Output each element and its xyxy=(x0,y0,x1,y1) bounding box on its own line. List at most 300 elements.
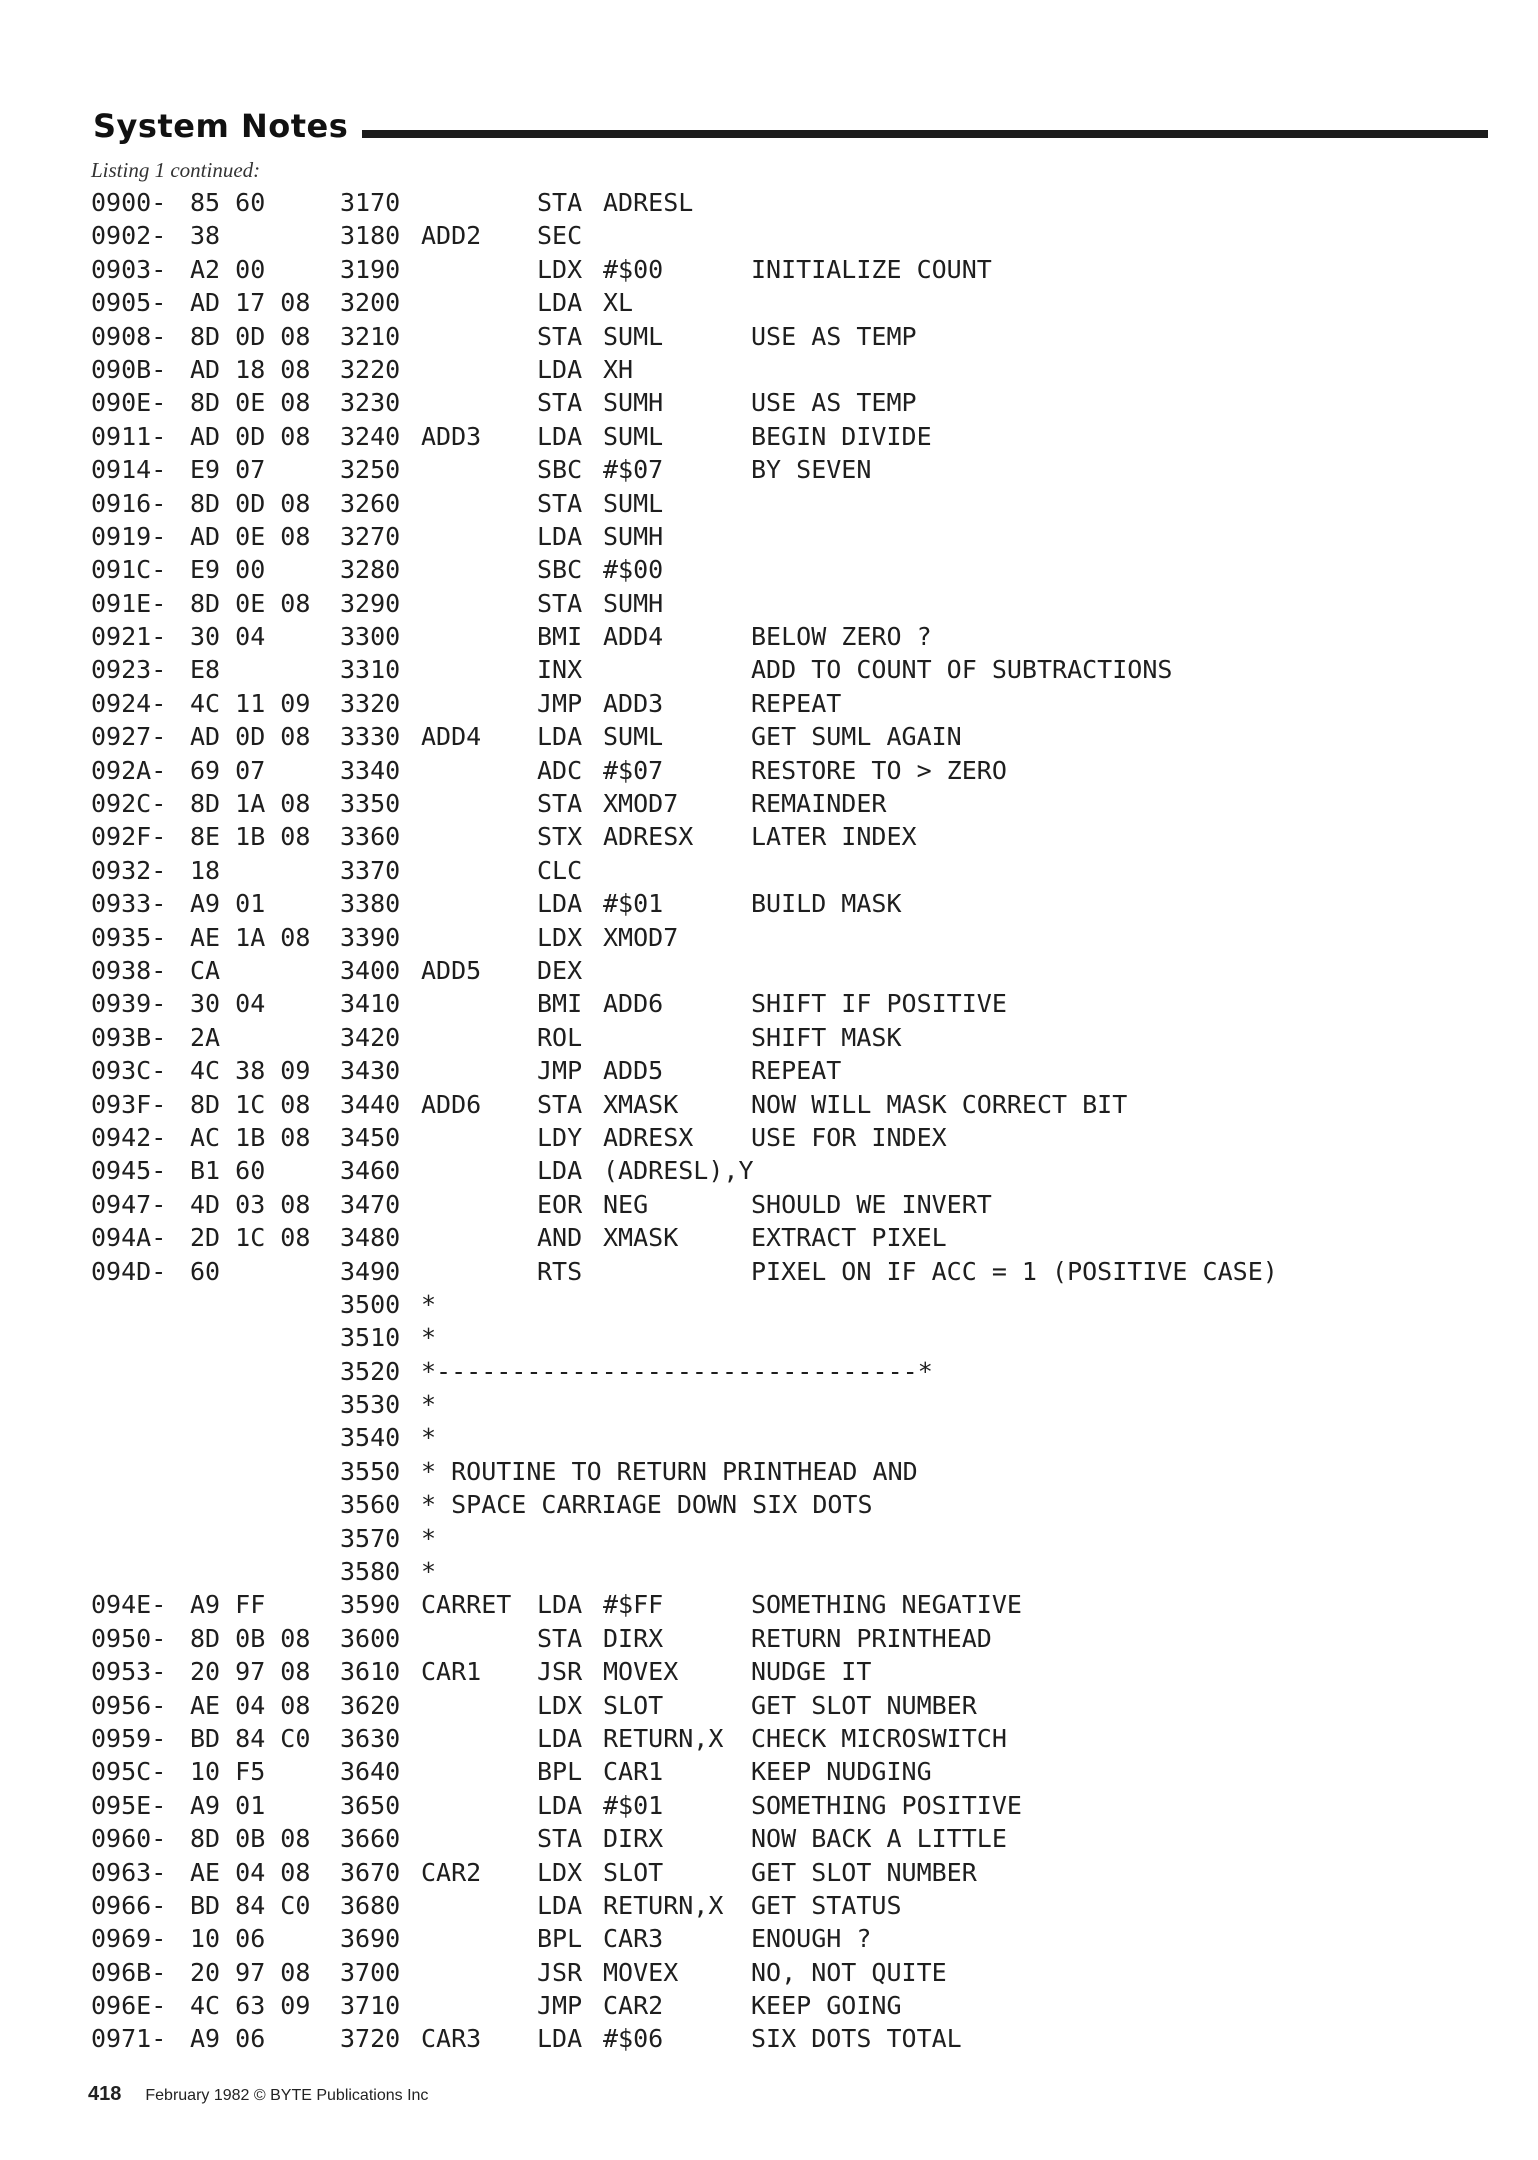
opcode: LDA xyxy=(537,722,583,752)
listing-row xyxy=(0,954,1538,987)
object-code: AD 17 08 xyxy=(190,288,311,318)
operand: ADRESX xyxy=(603,1122,694,1152)
address: 0921- xyxy=(91,622,167,652)
operand: CAR3 xyxy=(603,1924,664,1954)
operand: SUML xyxy=(603,321,664,351)
address: 0932- xyxy=(91,855,167,885)
address: 0939- xyxy=(91,989,167,1019)
address: 0905- xyxy=(91,288,167,318)
comment: BY SEVEN xyxy=(751,455,872,485)
opcode: JMP xyxy=(537,1056,583,1086)
line-number: 3250 xyxy=(340,455,401,485)
address: 0919- xyxy=(91,521,167,551)
comment: ENOUGH ? xyxy=(751,1924,872,1954)
line-number: 3230 xyxy=(340,388,401,418)
statement: * xyxy=(421,1323,437,1353)
listing-row xyxy=(0,1755,1538,1788)
line-number: 3170 xyxy=(340,188,401,217)
object-code: 20 97 08 xyxy=(190,1957,311,1987)
opcode: STA xyxy=(537,789,583,819)
address: 0942- xyxy=(91,1122,167,1152)
comment: ADD TO COUNT OF SUBTRACTIONS xyxy=(751,655,1173,685)
listing-row xyxy=(0,1088,1538,1121)
object-code: 2D 1C 08 xyxy=(190,1223,311,1253)
object-code: E8 xyxy=(190,655,221,685)
operand: RETURN,X xyxy=(603,1890,724,1920)
object-code: 60 xyxy=(190,1256,221,1286)
address: 0914- xyxy=(91,455,167,485)
comment: SOMETHING POSITIVE xyxy=(751,1790,1022,1820)
opcode: SBC xyxy=(537,455,583,485)
operand: #$00 xyxy=(603,254,664,284)
operand: RETURN,X xyxy=(603,1723,724,1753)
opcode: LDA xyxy=(537,521,583,551)
opcode: SBC xyxy=(537,555,583,585)
listing-row xyxy=(0,620,1538,653)
operand: SUML xyxy=(603,722,664,752)
comment: BELOW ZERO ? xyxy=(751,622,932,652)
object-code: 8D 0B 08 xyxy=(190,1623,311,1653)
listing-row xyxy=(0,1522,1538,1555)
operand: DIRX xyxy=(603,1824,664,1854)
comment: USE AS TEMP xyxy=(751,388,917,418)
listing-row xyxy=(0,186,1538,219)
address: 0963- xyxy=(91,1857,167,1887)
listing-row xyxy=(0,1622,1538,1655)
line-number: 3200 xyxy=(340,288,401,318)
comment: NO, NOT QUITE xyxy=(751,1957,947,1987)
listing-row xyxy=(0,253,1538,286)
line-number: 3600 xyxy=(340,1623,401,1653)
object-code: 8D 0E 08 xyxy=(190,388,311,418)
operand: ADD3 xyxy=(603,688,664,718)
address: 0960- xyxy=(91,1824,167,1854)
operand: ADD4 xyxy=(603,622,664,652)
address: 096B- xyxy=(91,1957,167,1987)
statement: *--------------------------------* xyxy=(421,1356,933,1386)
line-number: 3270 xyxy=(340,521,401,551)
line-number: 3710 xyxy=(340,1991,401,2021)
listing-row xyxy=(0,2022,1538,2055)
label: ADD2 xyxy=(421,221,482,251)
opcode: RTS xyxy=(537,1256,583,1286)
line-number: 3260 xyxy=(340,488,401,518)
label: ADD5 xyxy=(421,955,482,985)
listing-row xyxy=(0,687,1538,720)
operand: SLOT xyxy=(603,1690,664,1720)
statement: * SPACE CARRIAGE DOWN SIX DOTS xyxy=(421,1490,873,1520)
opcode: LDX xyxy=(537,922,583,952)
line-number: 3540 xyxy=(340,1423,401,1453)
listing-row xyxy=(0,1388,1538,1421)
operand: #$01 xyxy=(603,889,664,919)
address: 0903- xyxy=(91,254,167,284)
object-code: CA xyxy=(190,955,221,985)
object-code: 8D 1A 08 xyxy=(190,789,311,819)
label: CAR3 xyxy=(421,2024,482,2054)
comment: EXTRACT PIXEL xyxy=(751,1223,947,1253)
listing-row xyxy=(0,1188,1538,1221)
opcode: JMP xyxy=(537,688,583,718)
address: 0956- xyxy=(91,1690,167,1720)
object-code: 8D 0B 08 xyxy=(190,1824,311,1854)
object-code: 30 04 xyxy=(190,989,266,1019)
line-number: 3210 xyxy=(340,321,401,351)
opcode: BMI xyxy=(537,989,583,1019)
opcode: STX xyxy=(537,822,583,852)
opcode: STA xyxy=(537,1089,583,1119)
listing-row xyxy=(0,1689,1538,1722)
object-code: 69 07 xyxy=(190,755,266,785)
comment: INITIALIZE COUNT xyxy=(751,254,992,284)
line-number: 3580 xyxy=(340,1557,401,1587)
opcode: LDY xyxy=(537,1122,583,1152)
address: 0950- xyxy=(91,1623,167,1653)
label: ADD3 xyxy=(421,421,482,451)
line-number: 3460 xyxy=(340,1156,401,1186)
operand: (ADRESL),Y xyxy=(603,1156,754,1186)
opcode: DEX xyxy=(537,955,583,985)
address: 0953- xyxy=(91,1657,167,1687)
listing-row xyxy=(0,487,1538,520)
statement: * xyxy=(421,1523,437,1553)
comment: REPEAT xyxy=(751,688,842,718)
line-number: 3560 xyxy=(340,1490,401,1520)
opcode: AND xyxy=(537,1223,583,1253)
line-number: 3620 xyxy=(340,1690,401,1720)
address: 095E- xyxy=(91,1790,167,1820)
line-number: 3440 xyxy=(340,1089,401,1119)
opcode: LDA xyxy=(537,1723,583,1753)
listing-row xyxy=(0,386,1538,419)
line-number: 3390 xyxy=(340,922,401,952)
address: 094E- xyxy=(91,1590,167,1620)
operand: SUMH xyxy=(603,388,664,418)
label: CAR1 xyxy=(421,1657,482,1687)
listing-row xyxy=(0,1956,1538,1989)
listing-row xyxy=(0,987,1538,1020)
object-code: AD 0D 08 xyxy=(190,421,311,451)
address: 0933- xyxy=(91,889,167,919)
object-code: AD 18 08 xyxy=(190,354,311,384)
line-number: 3590 xyxy=(340,1590,401,1620)
object-code: 8D 0D 08 xyxy=(190,488,311,518)
line-number: 3530 xyxy=(340,1390,401,1420)
section-title: System Notes xyxy=(93,107,349,145)
operand: CAR2 xyxy=(603,1991,664,2021)
line-number: 3700 xyxy=(340,1957,401,1987)
publication-line: February 1982 © BYTE Publications Inc xyxy=(145,2087,429,2104)
line-number: 3610 xyxy=(340,1657,401,1687)
line-number: 3380 xyxy=(340,889,401,919)
object-code: 4C 63 09 xyxy=(190,1991,311,2021)
line-number: 3640 xyxy=(340,1757,401,1787)
listing-row xyxy=(0,653,1538,686)
address: 092F- xyxy=(91,822,167,852)
object-code: 30 04 xyxy=(190,622,266,652)
comment: SIX DOTS TOTAL xyxy=(751,2024,962,2054)
object-code: A9 01 xyxy=(190,1790,266,1820)
opcode: LDA xyxy=(537,1590,583,1620)
address: 0902- xyxy=(91,221,167,251)
comment: USE AS TEMP xyxy=(751,321,917,351)
object-code: AC 1B 08 xyxy=(190,1122,311,1152)
opcode: STA xyxy=(537,588,583,618)
listing-row xyxy=(0,353,1538,386)
operand: SUML xyxy=(603,421,664,451)
address: 090E- xyxy=(91,388,167,418)
opcode: LDA xyxy=(537,889,583,919)
object-code: 8D 0E 08 xyxy=(190,588,311,618)
object-code: 8E 1B 08 xyxy=(190,822,311,852)
operand: ADRESX xyxy=(603,822,694,852)
listing-row xyxy=(0,720,1538,753)
comment: GET SUML AGAIN xyxy=(751,722,962,752)
listing-row xyxy=(0,854,1538,887)
statement: * xyxy=(421,1423,437,1453)
address: 0923- xyxy=(91,655,167,685)
line-number: 3320 xyxy=(340,688,401,718)
header-rule xyxy=(362,130,1488,138)
operand: XL xyxy=(603,288,634,318)
label: CARRET xyxy=(421,1590,512,1620)
address: 0908- xyxy=(91,321,167,351)
line-number: 3360 xyxy=(340,822,401,852)
line-number: 3680 xyxy=(340,1890,401,1920)
line-number: 3180 xyxy=(340,221,401,251)
operand: #$01 xyxy=(603,1790,664,1820)
address: 0966- xyxy=(91,1890,167,1920)
opcode: LDA xyxy=(537,1790,583,1820)
opcode: STA xyxy=(537,1824,583,1854)
line-number: 3450 xyxy=(340,1122,401,1152)
label: ADD4 xyxy=(421,722,482,752)
comment: USE FOR INDEX xyxy=(751,1122,947,1152)
opcode: LDX xyxy=(537,1857,583,1887)
address: 094A- xyxy=(91,1223,167,1253)
opcode: STA xyxy=(537,388,583,418)
line-number: 3690 xyxy=(340,1924,401,1954)
comment: SHIFT IF POSITIVE xyxy=(751,989,1007,1019)
comment: KEEP NUDGING xyxy=(751,1757,932,1787)
listing-row xyxy=(0,1856,1538,1889)
comment: BUILD MASK xyxy=(751,889,902,919)
listing-row xyxy=(0,1121,1538,1154)
address: 0947- xyxy=(91,1189,167,1219)
operand: SUMH xyxy=(603,521,664,551)
address: 0916- xyxy=(91,488,167,518)
opcode: STA xyxy=(537,488,583,518)
address: 095C- xyxy=(91,1757,167,1787)
listing-row xyxy=(0,520,1538,553)
statement: * xyxy=(421,1557,437,1587)
line-number: 3240 xyxy=(340,421,401,451)
address: 0971- xyxy=(91,2024,167,2054)
listing-row xyxy=(0,1922,1538,1955)
comment: REPEAT xyxy=(751,1056,842,1086)
listing-row xyxy=(0,887,1538,920)
listing-row xyxy=(0,1555,1538,1588)
object-code: B1 60 xyxy=(190,1156,266,1186)
listing-row xyxy=(0,921,1538,954)
object-code: A9 FF xyxy=(190,1590,266,1620)
opcode: ADC xyxy=(537,755,583,785)
line-number: 3650 xyxy=(340,1790,401,1820)
opcode: LDA xyxy=(537,288,583,318)
comment: SHOULD WE INVERT xyxy=(751,1189,992,1219)
listing-row xyxy=(0,1989,1538,2022)
line-number: 3350 xyxy=(340,789,401,819)
address: 0927- xyxy=(91,722,167,752)
statement: * xyxy=(421,1390,437,1420)
object-code: E9 07 xyxy=(190,455,266,485)
operand: MOVEX xyxy=(603,1657,679,1687)
opcode: LDA xyxy=(537,1890,583,1920)
comment: NOW WILL MASK CORRECT BIT xyxy=(751,1089,1128,1119)
listing-row xyxy=(0,286,1538,319)
comment: GET SLOT NUMBER xyxy=(751,1857,977,1887)
comment: RETURN PRINTHEAD xyxy=(751,1623,992,1653)
listing-row xyxy=(0,1321,1538,1354)
line-number: 3430 xyxy=(340,1056,401,1086)
operand: NEG xyxy=(603,1189,649,1219)
operand: #$07 xyxy=(603,755,664,785)
object-code: A9 06 xyxy=(190,2024,266,2054)
opcode: BPL xyxy=(537,1924,583,1954)
object-code: 8D 1C 08 xyxy=(190,1089,311,1119)
line-number: 3310 xyxy=(340,655,401,685)
comment: NOW BACK A LITTLE xyxy=(751,1824,1007,1854)
operand: #$06 xyxy=(603,2024,664,2054)
opcode: BMI xyxy=(537,622,583,652)
object-code: 4C 11 09 xyxy=(190,688,311,718)
line-number: 3220 xyxy=(340,354,401,384)
object-code: 18 xyxy=(190,855,221,885)
listing-row xyxy=(0,1488,1538,1521)
line-number: 3520 xyxy=(340,1356,401,1386)
line-number: 3510 xyxy=(340,1323,401,1353)
listing-row xyxy=(0,1722,1538,1755)
opcode: LDA xyxy=(537,2024,583,2054)
listing-row xyxy=(0,553,1538,586)
listing-row xyxy=(0,754,1538,787)
address: 090B- xyxy=(91,354,167,384)
operand: ADD5 xyxy=(603,1056,664,1086)
address: 0938- xyxy=(91,955,167,985)
listing-row xyxy=(0,1255,1538,1288)
listing-row xyxy=(0,453,1538,486)
operand: XMOD7 xyxy=(603,789,679,819)
line-number: 3720 xyxy=(340,2024,401,2054)
opcode: JSR xyxy=(537,1957,583,1987)
address: 094D- xyxy=(91,1256,167,1286)
listing-row xyxy=(0,1455,1538,1488)
object-code: AD 0E 08 xyxy=(190,521,311,551)
listing-row xyxy=(0,1588,1538,1621)
operand: DIRX xyxy=(603,1623,664,1653)
object-code: 85 60 xyxy=(190,188,266,217)
address: 091C- xyxy=(91,555,167,585)
comment: REMAINDER xyxy=(751,789,887,819)
address: 093F- xyxy=(91,1089,167,1119)
page-footer xyxy=(88,2083,428,2106)
object-code: A9 01 xyxy=(190,889,266,919)
listing-row xyxy=(0,1021,1538,1054)
operand: CAR1 xyxy=(603,1757,664,1787)
listing-row xyxy=(0,787,1538,820)
statement: * ROUTINE TO RETURN PRINTHEAD AND xyxy=(421,1456,918,1486)
comment: GET STATUS xyxy=(751,1890,902,1920)
line-number: 3280 xyxy=(340,555,401,585)
address: 0924- xyxy=(91,688,167,718)
opcode: LDA xyxy=(537,354,583,384)
listing-caption: Listing 1 continued: xyxy=(91,158,261,182)
line-number: 3190 xyxy=(340,254,401,284)
address: 092A- xyxy=(91,755,167,785)
operand: MOVEX xyxy=(603,1957,679,1987)
opcode: JSR xyxy=(537,1657,583,1687)
opcode: STA xyxy=(537,321,583,351)
opcode: CLC xyxy=(537,855,583,885)
listing-row xyxy=(0,1789,1538,1822)
address: 0935- xyxy=(91,922,167,952)
operand: #$00 xyxy=(603,555,664,585)
opcode: LDA xyxy=(537,421,583,451)
line-number: 3300 xyxy=(340,622,401,652)
object-code: 20 97 08 xyxy=(190,1657,311,1687)
label: CAR2 xyxy=(421,1857,482,1887)
listing-row xyxy=(0,1221,1538,1254)
line-number: 3670 xyxy=(340,1857,401,1887)
opcode: ROL xyxy=(537,1022,583,1052)
address: 092C- xyxy=(91,789,167,819)
listing-row xyxy=(0,1288,1538,1321)
object-code: 8D 0D 08 xyxy=(190,321,311,351)
comment: SOMETHING NEGATIVE xyxy=(751,1590,1022,1620)
object-code: 2A xyxy=(190,1022,221,1052)
listing-row xyxy=(0,219,1538,252)
listing-row xyxy=(0,1822,1538,1855)
address: 0911- xyxy=(91,421,167,451)
comment: NUDGE IT xyxy=(751,1657,872,1687)
opcode: BPL xyxy=(537,1757,583,1787)
object-code: BD 84 C0 xyxy=(190,1723,311,1753)
opcode: JMP xyxy=(537,1991,583,2021)
object-code: AD 0D 08 xyxy=(190,722,311,752)
line-number: 3490 xyxy=(340,1256,401,1286)
operand: XMOD7 xyxy=(603,922,679,952)
operand: #$07 xyxy=(603,455,664,485)
opcode: INX xyxy=(537,655,583,685)
opcode: EOR xyxy=(537,1189,583,1219)
line-number: 3400 xyxy=(340,955,401,985)
listing-row xyxy=(0,1355,1538,1388)
object-code: 38 xyxy=(190,221,221,251)
operand: XMASK xyxy=(603,1223,679,1253)
comment: CHECK MICROSWITCH xyxy=(751,1723,1007,1753)
opcode: LDX xyxy=(537,1690,583,1720)
address: 093B- xyxy=(91,1022,167,1052)
listing-row xyxy=(0,1154,1538,1187)
line-number: 3330 xyxy=(340,722,401,752)
object-code: AE 1A 08 xyxy=(190,922,311,952)
line-number: 3480 xyxy=(340,1223,401,1253)
line-number: 3550 xyxy=(340,1456,401,1486)
line-number: 3290 xyxy=(340,588,401,618)
statement: * xyxy=(421,1289,437,1319)
operand: ADD6 xyxy=(603,989,664,1019)
listing-row xyxy=(0,1889,1538,1922)
